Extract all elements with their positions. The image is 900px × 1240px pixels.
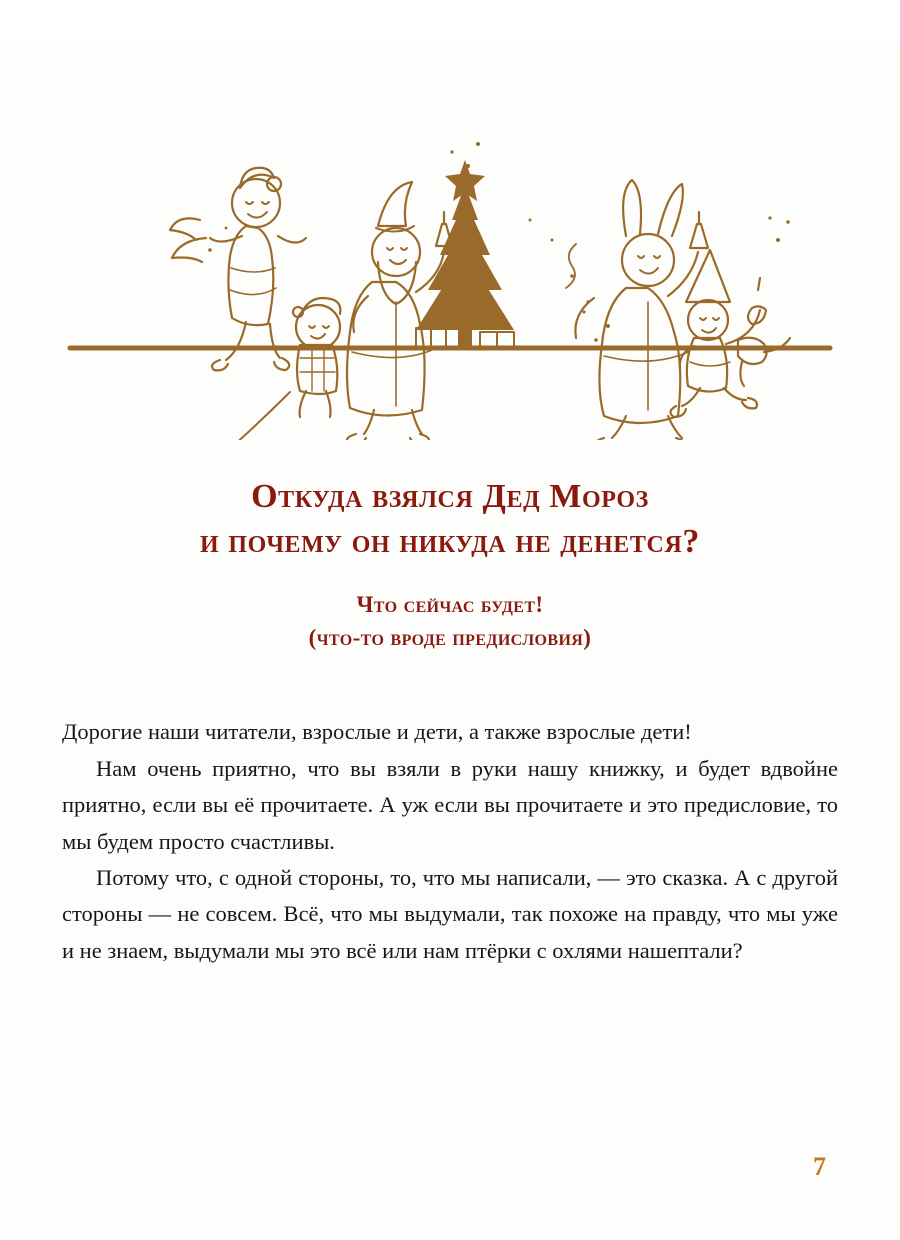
title-block [0,475,900,654]
book-page [0,40,900,1240]
paragraph: Потому что, с одной стороны, то, что мы написали, — это сказка. А с другой стороны — не совсем. Всё, что мы выдумали, так похоже на правду, что мы уже и не знаем, выдумали мы это всё или нам птёрки с охлями нашептали? [62,864,838,963]
new-year-parade-illustration [60,40,840,440]
page-subtitle-line-2: (что-то вроде предисловия) [308,624,592,650]
page-number: 7 [813,1152,826,1181]
paragraph: Нам очень приятно, что вы взяли в руки нашу книжку, и будет вдвойне приятно, если вы её прочитаете. А уж если вы прочитаете и это предисловие, то мы будем просто счастливы. [62,755,838,854]
page-title-line-2: и почему он никуда не денется? [200,522,700,560]
paragraph: Дорогие наши читатели, взрослые и дети, а также взрослые дети! [62,719,692,745]
page-subtitle-line-1: Что сейчас будет! [356,591,544,617]
page-subtitle [0,588,900,655]
page-title-line-1: Откуда взялся Дед Мороз [251,478,649,515]
body-text [62,714,838,969]
page-title [0,475,900,565]
